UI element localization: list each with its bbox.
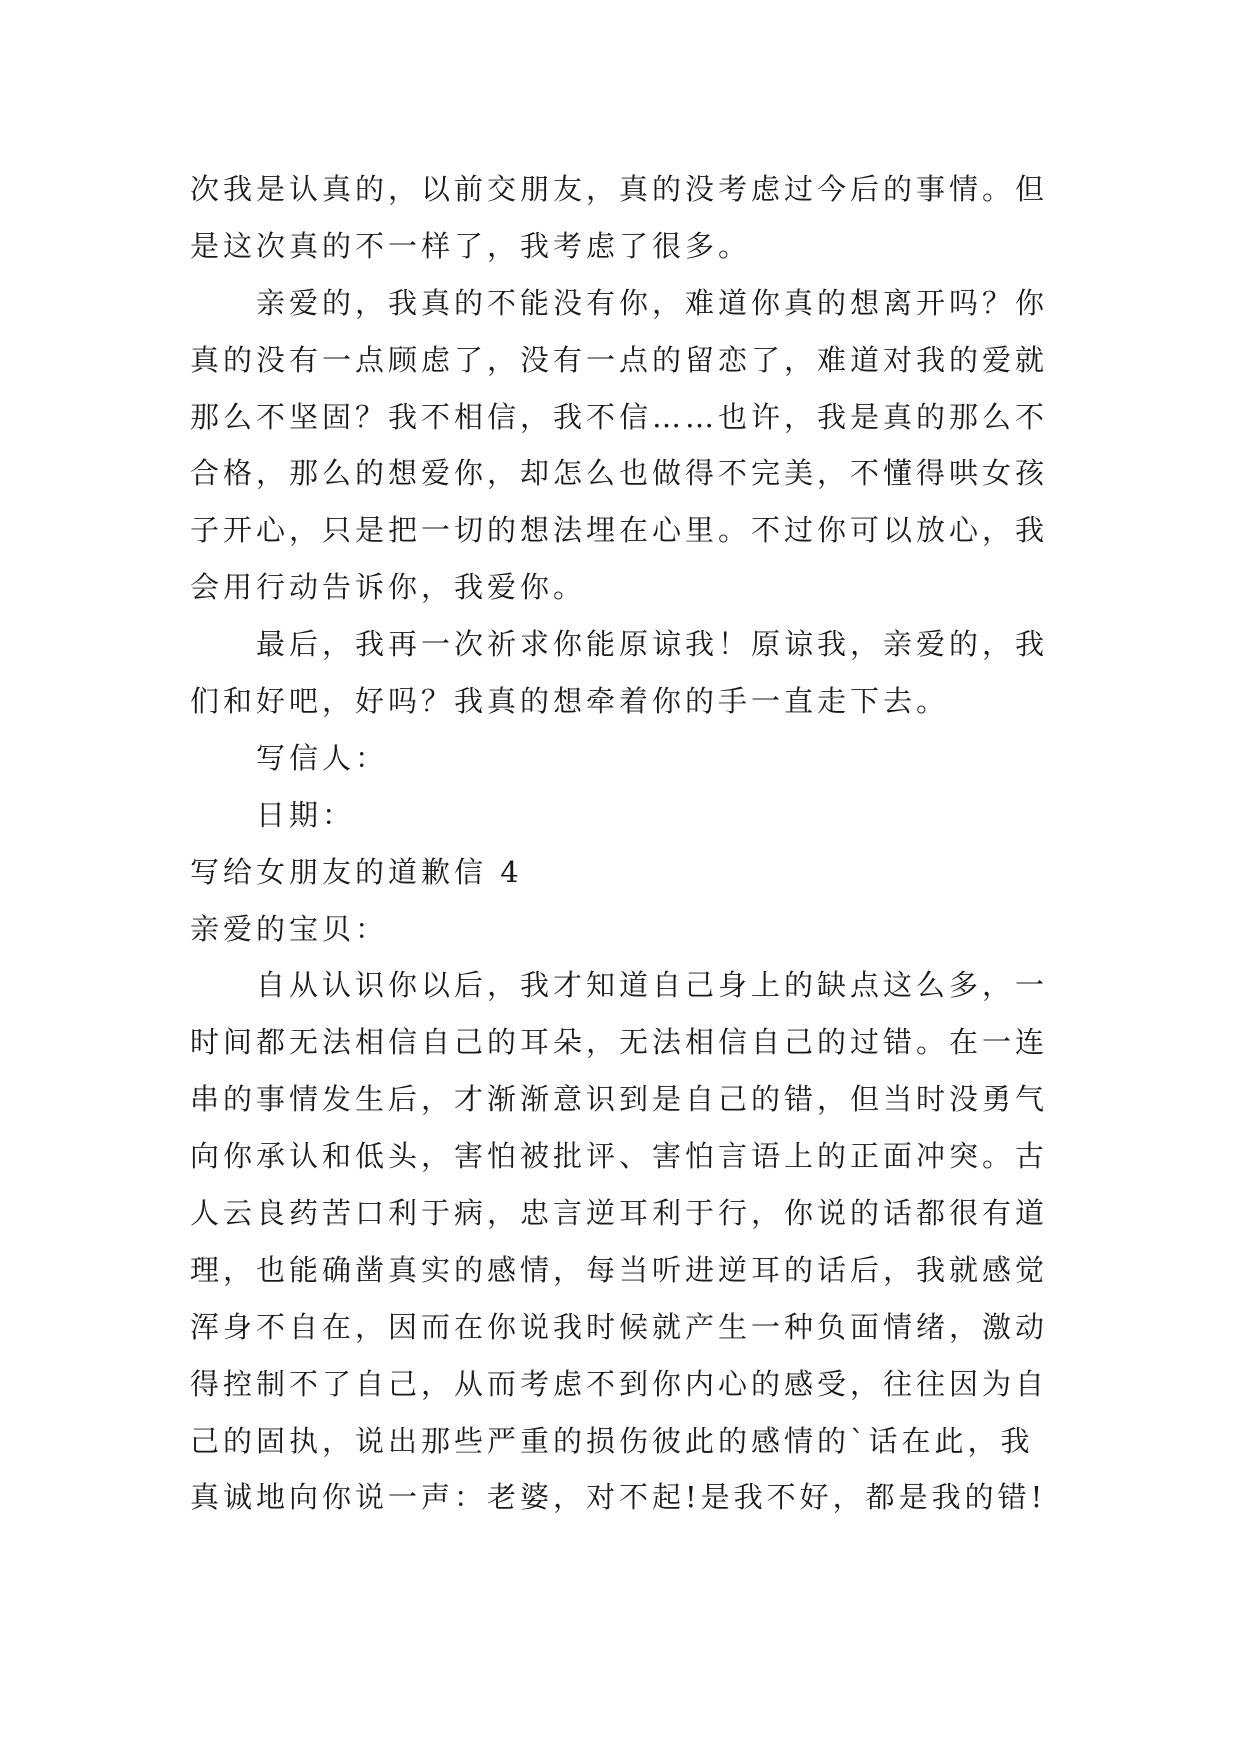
text-line: 自从认识你以后，我才知道自己身上的缺点这么多，一 (256, 968, 1049, 1003)
text-line: 们和好吧，好吗？我真的想牵着你的手一直走下去。 (190, 684, 950, 719)
text-line: 最后，我再一次祈求你能原谅我！原谅我，亲爱的，我 (256, 627, 1049, 662)
text-line: 真诚地向你说一声：老婆，对不起!是我不好，都是我的错! (190, 1480, 1047, 1515)
text-line: 己的固执，说出那些严重的损伤彼此的感情的`话在此，我 (190, 1423, 1034, 1458)
text-line: 合格，那么的想爱你，却怎么也做得不完美，不懂得哄女孩 (190, 456, 1049, 491)
text-line: 亲爱的宝贝： (190, 911, 389, 946)
text-line: 写信人： (256, 740, 389, 775)
document-body (190, 161, 1062, 1526)
text-line: 真的没有一点顾虑了，没有一点的留恋了，难道对我的爱就 (190, 342, 1049, 377)
text-line: 次我是认真的，以前交朋友，真的没考虑过今后的事情。但 (190, 172, 1049, 206)
text-line: 写给女朋友的道歉信 4 (190, 854, 523, 889)
text-line: 时间都无法相信自己的耳朵，无法相信自己的过错。在一连 (190, 1025, 1049, 1060)
text-line: 串的事情发生后，才渐渐意识到是自己的错，但当时没勇气 (190, 1082, 1049, 1117)
text-line: 人云良药苦口利于病，忠言逆耳利于行，你说的话都很有道 (190, 1196, 1049, 1231)
text-line: 理，也能确凿真实的感情，每当听进逆耳的话后，我就感觉 (190, 1252, 1049, 1287)
text-line: 浑身不自在，因而在你说我时候就产生一种负面情绪，激动 (190, 1309, 1049, 1344)
text-line: 向你承认和低头，害怕被批评、害怕言语上的正面冲突。古 (190, 1139, 1049, 1174)
text-line: 是这次真的不一样了，我考虑了很多。 (190, 228, 752, 263)
text-line: 得控制不了自己，从而考虑不到你内心的感受，往往因为自 (190, 1366, 1049, 1401)
text-line: 亲爱的，我真的不能没有你，难道你真的想离开吗？你 (256, 285, 1049, 320)
text-line: 子开心，只是把一切的想法埋在心里。不过你可以放心，我 (190, 513, 1049, 548)
text-line: 会用行动告诉你，我爱你。 (190, 570, 587, 605)
text-line: 那么不坚固？我不相信，我不信……也许，我是真的那么不 (190, 399, 1049, 434)
text-line: 日期： (256, 797, 356, 832)
